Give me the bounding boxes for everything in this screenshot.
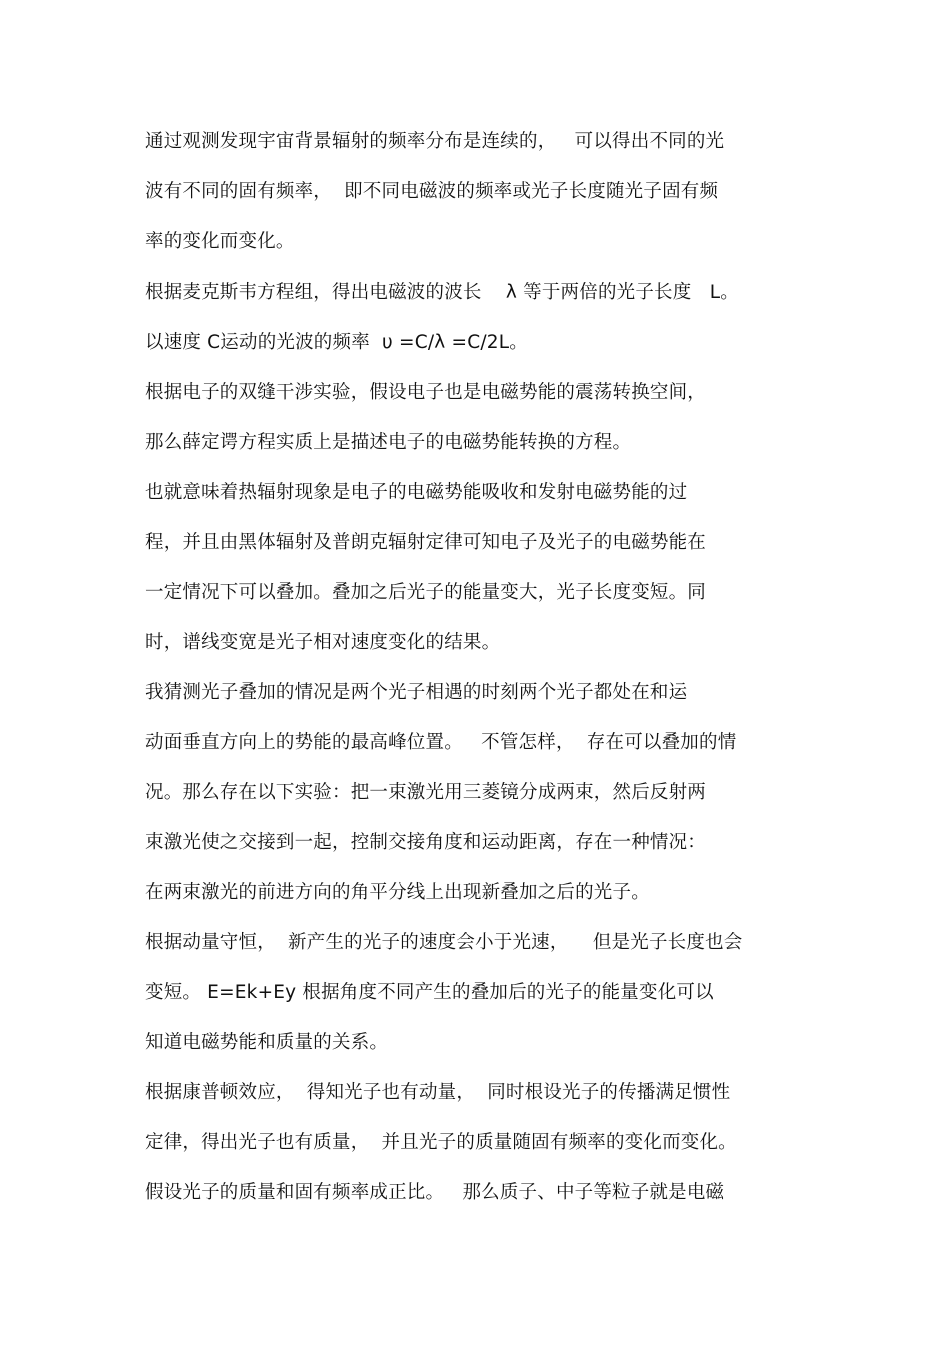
paragraph-line: 束激光使之交接到一起，控制交接角度和运动距离，存在一种情况： [145,832,707,853]
paragraph-line: 变短。 E=Ek+Ey 根据角度不同产生的叠加后的光子的能量变化可以 [145,982,714,1003]
paragraph-line: 时，谱线变宽是光子相对速度变化的结果。 [145,632,501,653]
paragraph-line: 根据康普顿效应， 得知光子也有动量， 同时根设光子的传播满足惯性 [145,1082,731,1103]
paragraph-line: 波有不同的固有频率， 即不同电磁波的频率或光子长度随光子固有频 [145,181,719,202]
paragraph-line: 在两束激光的前进方向的角平分线上出现新叠加之后的光子。 [145,882,650,903]
paragraph-line: 通过观测发现宇宙背景辐射的频率分布是连续的， 可以得出不同的光 [145,131,725,152]
paragraph-line: 根据麦克斯韦方程组，得出电磁波的波长 λ 等于两倍的光子长度 L。 [145,282,739,303]
paragraph-line: 我猜测光子叠加的情况是两个光子相遇的时刻两个光子都处在和运 [145,682,688,703]
paragraph-line: 定律，得出光子也有质量， 并且光子的质量随固有频率的变化而变化。 [145,1132,737,1153]
paragraph-line: 根据电子的双缝干涉实验，假设电子也是电磁势能的震荡转换空间， [145,382,707,403]
paragraph-line: 动面垂直方向上的势能的最高峰位置。 不管怎样， 存在可以叠加的情 [145,732,737,753]
paragraph-line: 知道电磁势能和质量的关系。 [145,1032,389,1053]
paragraph-line: 一定情况下可以叠加。叠加之后光子的能量变大，光子长度变短。同 [145,582,707,603]
paragraph-line: 率的变化而变化。 [145,231,295,252]
paragraph-line: 根据动量守恒， 新产生的光子的速度会小于光速， 但是光子长度也会 [145,932,743,953]
paragraph-line: 那么薛定谔方程实质上是描述电子的电磁势能转换的方程。 [145,432,632,453]
paragraph-line: 也就意味着热辐射现象是电子的电磁势能吸收和发射电磁势能的过 [145,482,688,503]
paragraph-line: 程，并且由黑体辐射及普朗克辐射定律可知电子及光子的电磁势能在 [145,532,707,553]
paragraph-line: 况。那么存在以下实验：把一束激光用三菱镜分成两束，然后反射两 [145,782,707,803]
paragraph-line: 以速度 C运动的光波的频率 υ =C/λ =C/2L。 [145,332,528,353]
paragraph-line: 假设光子的质量和固有频率成正比。 那么质子、中子等粒子就是电磁 [145,1182,725,1203]
